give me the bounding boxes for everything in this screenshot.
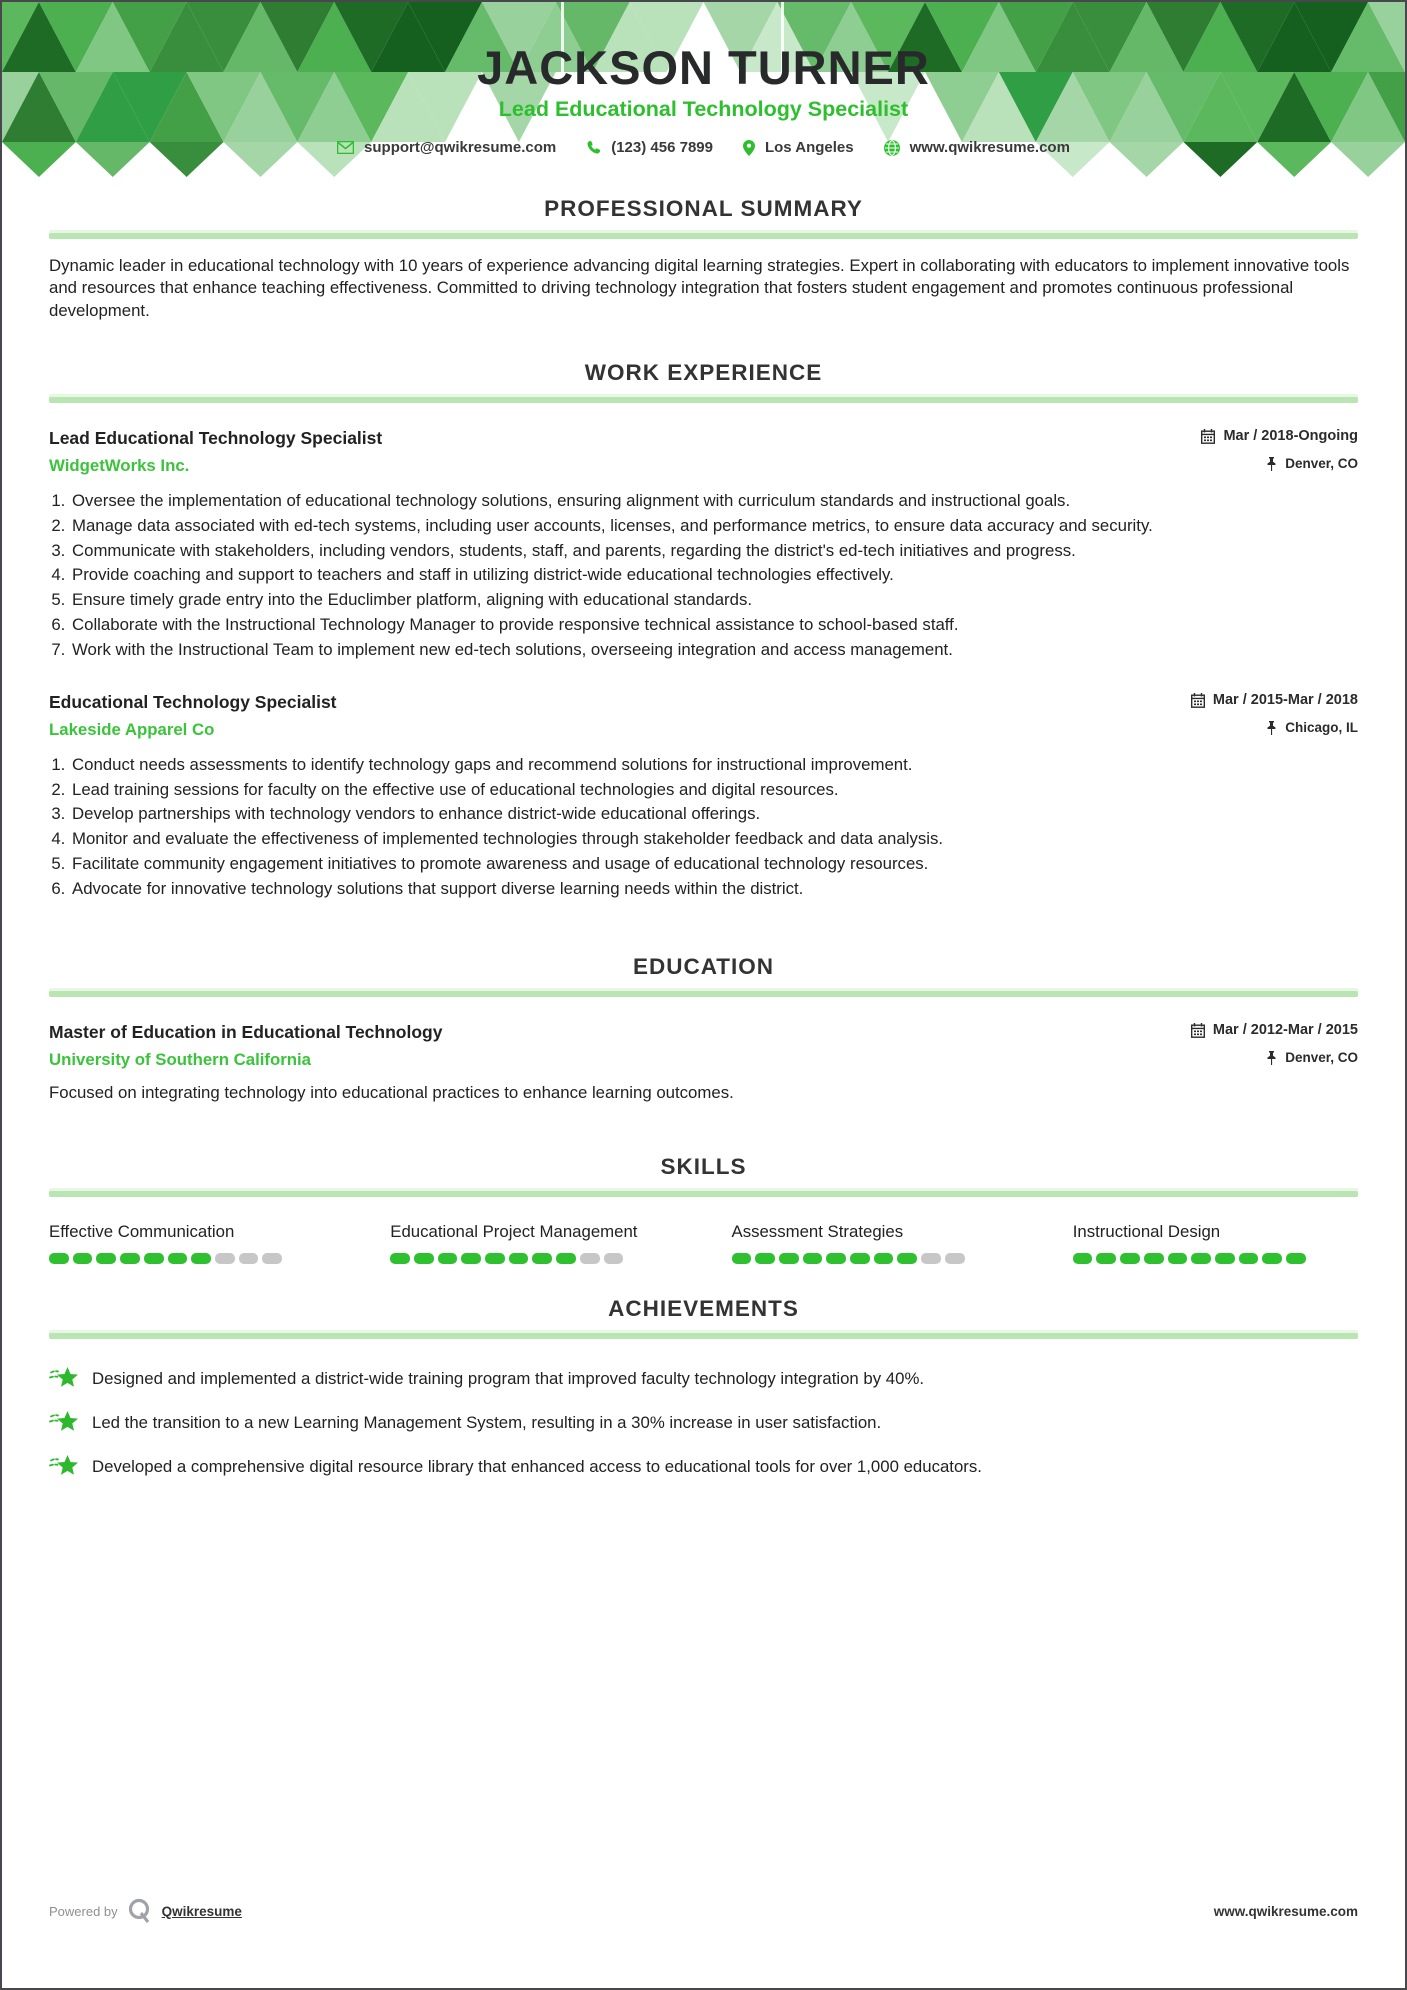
skill-item [1073,1221,1358,1265]
job-duty: 6. Collaborate with the Instructional Technology Manager to provide responsive technical assistance to school-based staff. [70,614,1358,636]
skill-segment-empty [239,1253,259,1264]
education-dates [1191,1022,1358,1038]
skill-segment-filled [1262,1253,1282,1264]
section-heading-summary: PROFESSIONAL SUMMARY [544,196,863,221]
job-duty: 4. Monitor and evaluate the effectiveness of implemented technologies through stakeholder feedback and data analysis. [70,828,1358,850]
education-dates-text: Mar / 2012-Mar / 2015 [1212,1022,1358,1039]
contact-phone [586,139,713,156]
skill-level-bar [1073,1253,1306,1264]
job-location [1266,720,1358,735]
education-location [1266,1050,1358,1065]
skill-segment-filled [1073,1253,1093,1264]
job-duty-list [49,754,1358,900]
job-dates [1191,692,1358,708]
achievement-text: Designed and implemented a district-wide training program that improved faculty technology integration by 40%. [92,1368,925,1388]
skill-segment-filled [461,1253,481,1264]
skill-item [390,1221,675,1265]
pushpin-icon [1266,457,1277,471]
skill-segment-filled [73,1253,93,1264]
job-duty: 7. Work with the Instructional Team to implement new ed-tech solutions, overseeing integration and access management. [70,639,1358,661]
contact-website-text: www.qwikresume.com [909,139,1070,156]
skill-segment-filled [732,1253,752,1264]
skill-segment-filled [191,1253,211,1264]
job-location-text: Chicago, IL [1285,720,1358,736]
job-duty: 2. Lead training sessions for faculty on the effective use of educational technologies and digital resources. [70,779,1358,801]
calendar-icon [1191,1023,1205,1038]
skill-segment-filled [144,1253,164,1264]
section-achievements [49,1296,1358,1480]
job-duty-list [49,490,1358,661]
job-duty: 6. Advocate for innovative technology solutions that support diverse learning needs within the district. [70,878,1358,900]
skill-level-bar [49,1253,282,1264]
job-duty: 5. Facilitate community engagement initiatives to promote awareness and usage of educational technology resources. [70,853,1358,875]
skill-segment-filled [485,1253,505,1264]
skill-segment-filled [850,1253,870,1264]
skill-segment-filled [1286,1253,1306,1264]
summary-text: Dynamic leader in educational technology with 10 years of experience advancing digital learning strategies. Expert in collaborating with educators to implement innovative tools and resources that enhance teaching effectiveness. Committed to driving technology integration that fosters student engagement and promotes continuous professional development. [49,256,1350,320]
section-rule [49,1191,1358,1197]
skill-name: Assessment Strategies [731,1221,904,1241]
skill-segment-filled [1096,1253,1116,1264]
calendar-icon [1201,429,1215,444]
job-list [49,428,1358,900]
job-dates [1201,428,1358,444]
skill-segment-filled [414,1253,434,1264]
skill-segment-empty [262,1253,282,1264]
section-heading-achievements: ACHIEVEMENTS [608,1296,799,1322]
skill-segment-filled [1120,1253,1140,1264]
contact-phone-text: (123) 456 7899 [611,139,713,156]
skill-segment-filled [897,1253,917,1264]
skill-name: Instructional Design [1072,1221,1221,1241]
star-achievement-icon [49,1365,79,1392]
section-heading-experience: WORK EXPERIENCE [584,359,823,385]
achievement-item [49,1453,1358,1480]
location-pin-icon [743,140,755,156]
skill-segment-filled [556,1253,576,1264]
skill-segment-empty [945,1253,965,1264]
resume-body [2,196,1405,1480]
contact-website[interactable] [884,139,1070,156]
section-rule [49,233,1358,239]
job-duty: 3. Develop partnerships with technology vendors to enhance district-wide educational offerings. [70,803,1358,825]
skill-segment-filled [755,1253,775,1264]
skill-segment-filled [438,1253,458,1264]
pushpin-icon [1266,1051,1277,1065]
qwikresume-logo [128,1898,152,1924]
footer-website[interactable]: www.qwikresume.com [1213,1903,1358,1919]
contact-location [743,139,854,156]
job-entry [49,692,1358,900]
job-duty: 3. Communicate with stakeholders, including vendors, students, staff, and parents, regarding the district's ed-tech initiatives and progress. [70,540,1358,562]
skill-name: Educational Project Management [390,1221,638,1241]
section-heading-education: EDUCATION [632,953,775,979]
education-location-text: Denver, CO [1285,1050,1358,1066]
contact-bar [2,139,1405,156]
skill-segment-filled [1144,1253,1164,1264]
skill-level-bar [732,1253,965,1264]
skill-segment-filled [1168,1253,1188,1264]
skill-segment-empty [215,1253,235,1264]
job-duty: 2. Manage data associated with ed-tech systems, including user accounts, licenses, and performance metrics, to ensure data accuracy and security. [70,515,1358,537]
section-skills [49,1154,1358,1265]
job-location [1266,456,1358,471]
header-banner [2,2,1405,180]
section-rule [49,1333,1358,1339]
education-entry [49,1022,1358,1104]
skill-segment-empty [580,1253,600,1264]
skill-segment-filled [168,1253,188,1264]
job-duty: 1. Oversee the implementation of educational technology solutions, ensuring alignment with curriculum standards and instructional goals. [70,490,1358,512]
star-achievement-icon [49,1409,79,1436]
pushpin-icon [1266,721,1277,735]
skill-segment-filled [1191,1253,1211,1264]
skill-level-bar [390,1253,623,1264]
skill-segment-filled [390,1253,410,1264]
skill-segment-filled [509,1253,529,1264]
job-duty: 4. Provide coaching and support to teachers and staff in utilizing district-wide educational technologies effectively. [70,564,1358,586]
skill-segment-filled [1239,1253,1259,1264]
achievement-text: Developed a comprehensive digital resource library that enhanced access to educational tools for over 1,000 educators. [92,1456,982,1476]
job-location-text: Denver, CO [1285,456,1358,472]
candidate-name: JACKSON TURNER [477,41,930,94]
skill-item [49,1221,334,1265]
phone-icon [586,140,601,155]
contact-location-text: Los Angeles [764,139,854,156]
page-footer [49,1898,1358,1924]
contact-email-text: support@qwikresume.com [364,139,557,156]
job-dates-text: Mar / 2015-Mar / 2018 [1212,692,1358,709]
skill-segment-filled [803,1253,823,1264]
skill-segment-filled [826,1253,846,1264]
skills-grid [49,1221,1358,1265]
job-entry [49,428,1358,661]
achievement-list [49,1365,1358,1480]
skill-segment-filled [120,1253,140,1264]
job-dates-text: Mar / 2018-Ongoing [1223,428,1358,445]
skill-item [732,1221,1017,1265]
section-rule [49,397,1358,403]
company-name: Lakeside Apparel Co [49,719,215,739]
skill-segment-filled [779,1253,799,1264]
job-title: Educational Technology Specialist [49,691,337,712]
star-achievement-icon [49,1453,79,1480]
skill-segment-filled [1215,1253,1235,1264]
globe-icon [884,140,900,156]
skill-segment-filled [49,1253,69,1264]
calendar-icon [1191,693,1205,708]
candidate-job-title: Lead Educational Technology Specialist [498,97,909,121]
education-description: Focused on integrating technology into educational practices to enhance learning outcomes. [49,1082,734,1102]
achievement-item [49,1365,1358,1392]
qwikresume-link[interactable]: Qwikresume [161,1903,242,1919]
section-work-experience [49,360,1358,900]
company-name: WidgetWorks Inc. [49,455,190,475]
skill-segment-filled [532,1253,552,1264]
section-heading-skills: SKILLS [660,1153,747,1179]
email-icon [337,141,354,154]
achievement-item [49,1409,1358,1436]
section-professional-summary [49,196,1358,322]
job-duty: 5. Ensure timely grade entry into the Educlimber platform, aligning with educational standards. [70,589,1358,611]
achievement-text: Led the transition to a new Learning Management System, resulting in a 30% increase in user satisfaction. [92,1412,882,1432]
skill-segment-empty [604,1253,624,1264]
section-rule [49,991,1358,997]
powered-by-label: Powered by [49,1903,118,1919]
job-title: Lead Educational Technology Specialist [49,427,383,448]
section-education [49,954,1358,1104]
skill-segment-filled [874,1253,894,1264]
job-duty: 1. Conduct needs assessments to identify technology gaps and recommend solutions for instructional improvement. [70,754,1358,776]
school-name: University of Southern California [49,1049,312,1069]
skill-segment-filled [96,1253,116,1264]
contact-email[interactable] [337,139,556,156]
skill-segment-empty [921,1253,941,1264]
skill-name: Effective Communication [49,1221,235,1241]
degree-title: Master of Education in Educational Technology [49,1021,443,1042]
